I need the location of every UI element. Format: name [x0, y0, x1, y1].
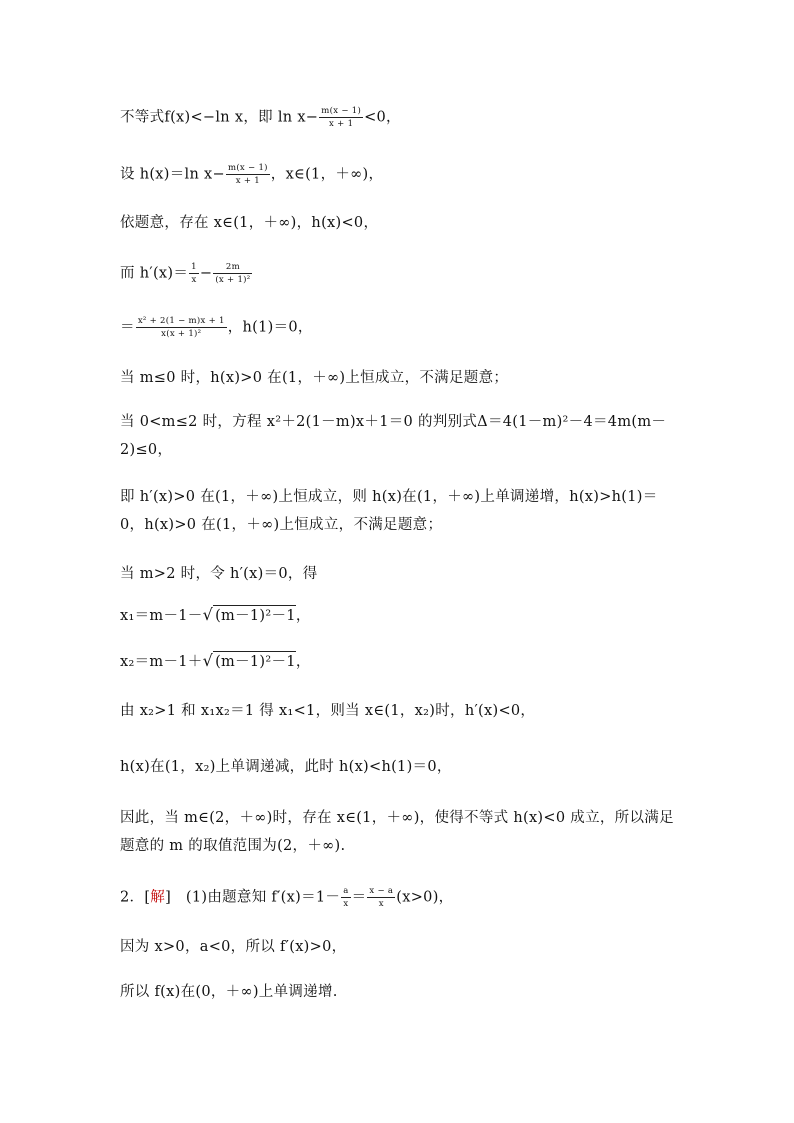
fraction — [213, 262, 252, 285]
fraction-numerator: 1 — [191, 262, 197, 272]
radicand: (m－1)²－1 — [213, 651, 296, 672]
text-fragment: x₂＝m－1＋ — [120, 654, 203, 670]
text-line-part2 — [120, 886, 676, 909]
fraction — [367, 886, 395, 909]
fraction — [136, 316, 227, 339]
fraction-numerator: m(x − 1) — [321, 106, 362, 116]
text-fragment: ， — [295, 608, 311, 624]
text-line-derivative — [120, 262, 676, 285]
fraction-denominator: x — [378, 899, 384, 909]
text-fragment: ] — [165, 889, 172, 906]
text-line-ineq — [120, 106, 676, 129]
fraction-denominator: x — [343, 899, 349, 909]
text-line-root-x2 — [120, 651, 676, 672]
fraction — [226, 163, 270, 186]
text-line-root-x1 — [120, 605, 676, 626]
text-fragment: ，x∈(1，＋∞)， — [270, 166, 384, 183]
text-fragment: x₁＝m－1－ — [120, 608, 203, 624]
text-fragment: ＝ — [120, 319, 135, 336]
fraction-numerator: x² + 2(1 − m)x + 1 — [137, 316, 225, 326]
text-fragment: (x>0)， — [396, 889, 454, 906]
text-paragraph: 因此，当 m∈(2，＋∞)时，存在 x∈(1，＋∞)，使得不等式 h(x)<0 成立，所以满足题意的 m 的取值范围为(2，＋∞). — [120, 810, 674, 854]
text-fragment: <0， — [364, 109, 401, 126]
fraction-denominator: x — [191, 275, 197, 285]
text-line-define-h — [120, 163, 676, 186]
text-line: 当 m≤0 时，h(x)>0 在(1，＋∞)上恒成立，不满足题意； — [120, 370, 509, 386]
text-fragment: 2．[ — [120, 889, 151, 906]
fraction — [189, 262, 199, 285]
text-line: 依题意，存在 x∈(1，＋∞)，h(x)<0， — [120, 215, 379, 231]
fraction-numerator: x − a — [369, 886, 394, 896]
text-paragraph: 即 h′(x)>0 在(1，＋∞)上恒成立，则 h(x)在(1，＋∞)上单调递增，h(x)>h(1)＝0，h(x)>0 在(1，＋∞)上恒成立，不满足题意； — [120, 489, 658, 533]
fraction-denominator: x + 1 — [235, 176, 260, 186]
fraction — [341, 886, 350, 909]
text-line-derivative-combined — [120, 316, 676, 339]
text-fragment: 设 h(x)＝ln x− — [120, 166, 225, 183]
text-fragment: ＝ — [351, 889, 367, 906]
text-line: 由 x₂>1 和 x₁x₂＝1 得 x₁<1，则当 x∈(1，x₂)时，h′(x)<0， — [120, 703, 536, 719]
text-fragment: (1)由题意知 f′(x)＝1－ — [171, 889, 341, 906]
text-line: h(x)在(1，x₂)上单调递减，此时 h(x)<h(1)＝0， — [120, 759, 452, 775]
sqrt-symbol: √ — [202, 651, 214, 670]
fraction-numerator: m(x − 1) — [227, 163, 268, 173]
text-fragment: 而 h′(x)＝ — [120, 265, 189, 282]
text-fragment: ， — [295, 654, 311, 670]
solution-marker: 解 — [150, 889, 166, 906]
text-paragraph: 当 0<m≤2 时，方程 x²＋2(1－m)x＋1＝0 的判别式Δ＝4(1－m)²－4＝4m(m－2)≤0， — [120, 414, 667, 458]
text-line: 当 m>2 时，令 h′(x)＝0，得 — [120, 566, 318, 582]
fraction-denominator: x(x + 1)² — [161, 329, 202, 339]
text-line: 所以 f(x)在(0，＋∞)上单调递增. — [120, 984, 338, 1000]
text-fragment: 不等式f(x)<−ln x，即 ln x− — [120, 109, 319, 126]
text-fragment: − — [199, 265, 213, 282]
radicand: (m－1)²－1 — [213, 605, 296, 626]
sqrt-symbol: √ — [202, 605, 214, 624]
fraction — [319, 106, 363, 129]
fraction-denominator: x + 1 — [329, 119, 354, 129]
text-line: 因为 x>0，a<0，所以 f′(x)>0， — [120, 939, 347, 955]
fraction-numerator: a — [343, 886, 349, 896]
fraction-numerator: 2m — [213, 262, 252, 274]
fraction-denominator: (x + 1)² — [215, 275, 251, 285]
text-fragment: ，h(1)＝0， — [227, 319, 313, 336]
